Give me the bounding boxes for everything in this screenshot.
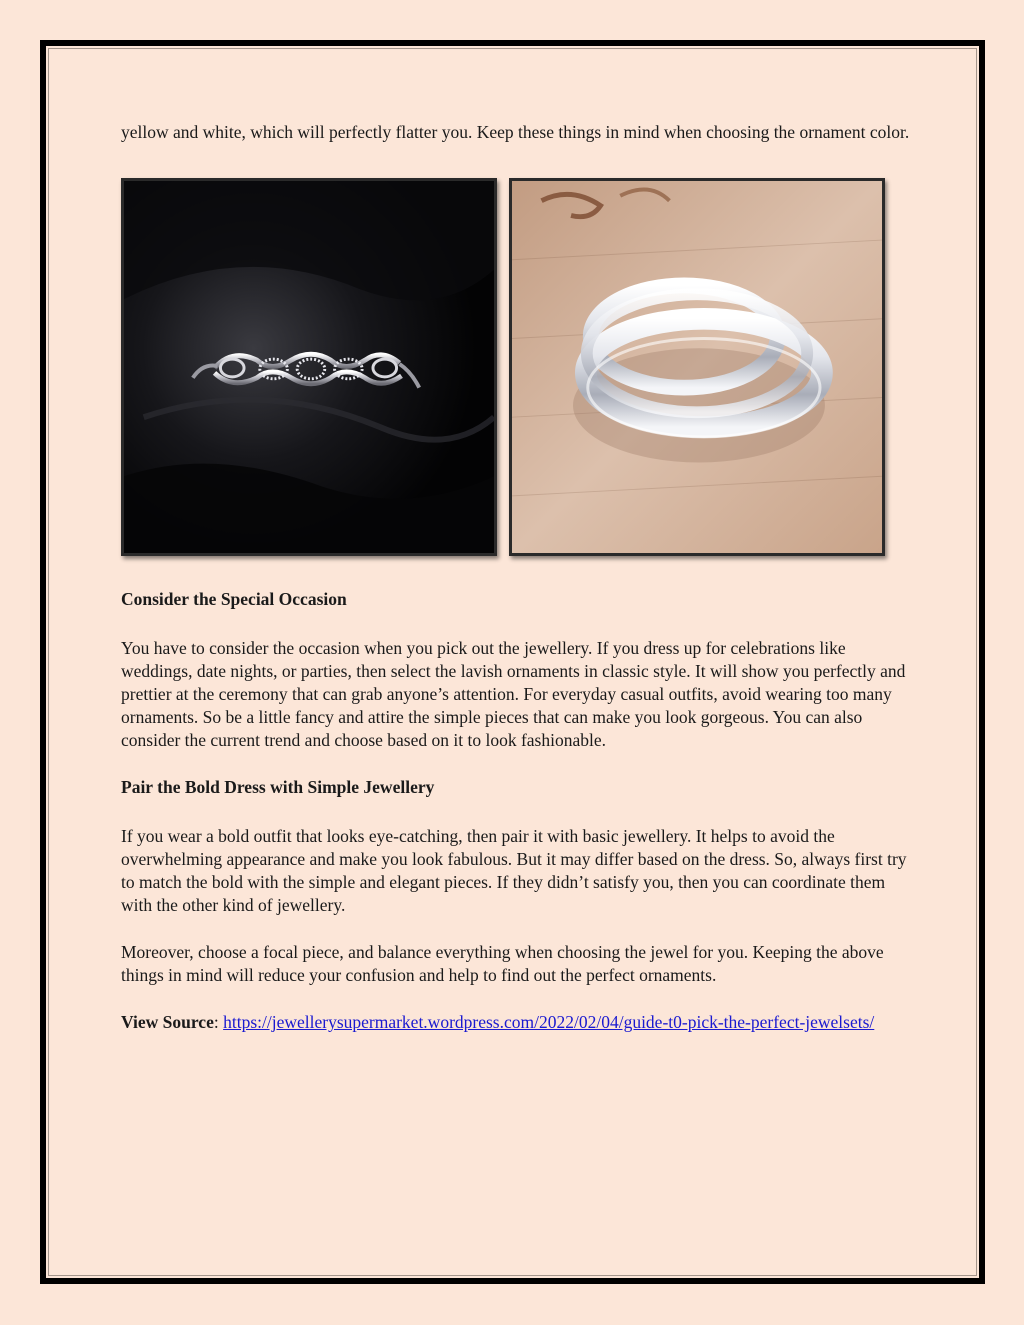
twisted-ring-illustration — [512, 181, 882, 553]
infinity-ring-illustration — [124, 181, 494, 553]
ring-images — [121, 178, 911, 556]
infinity-ring-photo — [121, 178, 497, 556]
intro-paragraph: yellow and white, which will perfectly flatter you. Keep these things in mind when choosing the ornament color. — [121, 122, 910, 142]
view-source-label: View Source — [121, 1012, 214, 1032]
view-source-separator: : — [213, 1012, 219, 1032]
view-source — [121, 1011, 911, 1034]
document-content — [121, 121, 911, 1034]
section-heading-bold-dress: Pair the Bold Dress with Simple Jewellery — [121, 777, 435, 797]
source-link[interactable]: https://jewellerysupermarket.wordpress.com/2022/02/04/guide-t0-pick-the-perfect-jewelsets/ — [223, 1012, 875, 1032]
section-paragraph: If you wear a bold outfit that looks eye-catching, then pair it with basic jewellery. It helps to avoid the overwhelming appearance and make you look fabulous. But it may differ based on the dress. So, always first try to match the bold with the simple and elegant pieces. If they didn’t satisfy you, then you can coordinate them with the other kind of jewellery. — [121, 826, 907, 915]
section-paragraph: Moreover, choose a focal piece, and balance everything when choosing the jewel for you. Keeping the above things in mind will reduce your confusion and help to find out the perfect ornaments. — [121, 942, 884, 985]
section-paragraph: You have to consider the occasion when you pick out the jewellery. If you dress up for celebrations like weddings, date nights, or parties, then select the lavish ornaments in classic style. It will show you perfectly and prettier at the ceremony that can grab anyone’s attention. For everyday casual outfits, avoid wearing too many ornaments. So be a little fancy and attire the simple pieces that can make you look gorgeous. You can also consider the current trend and choose based on it to look fashionable. — [121, 638, 906, 750]
twisted-ring-photo — [509, 178, 885, 556]
section-heading-occasion: Consider the Special Occasion — [121, 589, 347, 609]
